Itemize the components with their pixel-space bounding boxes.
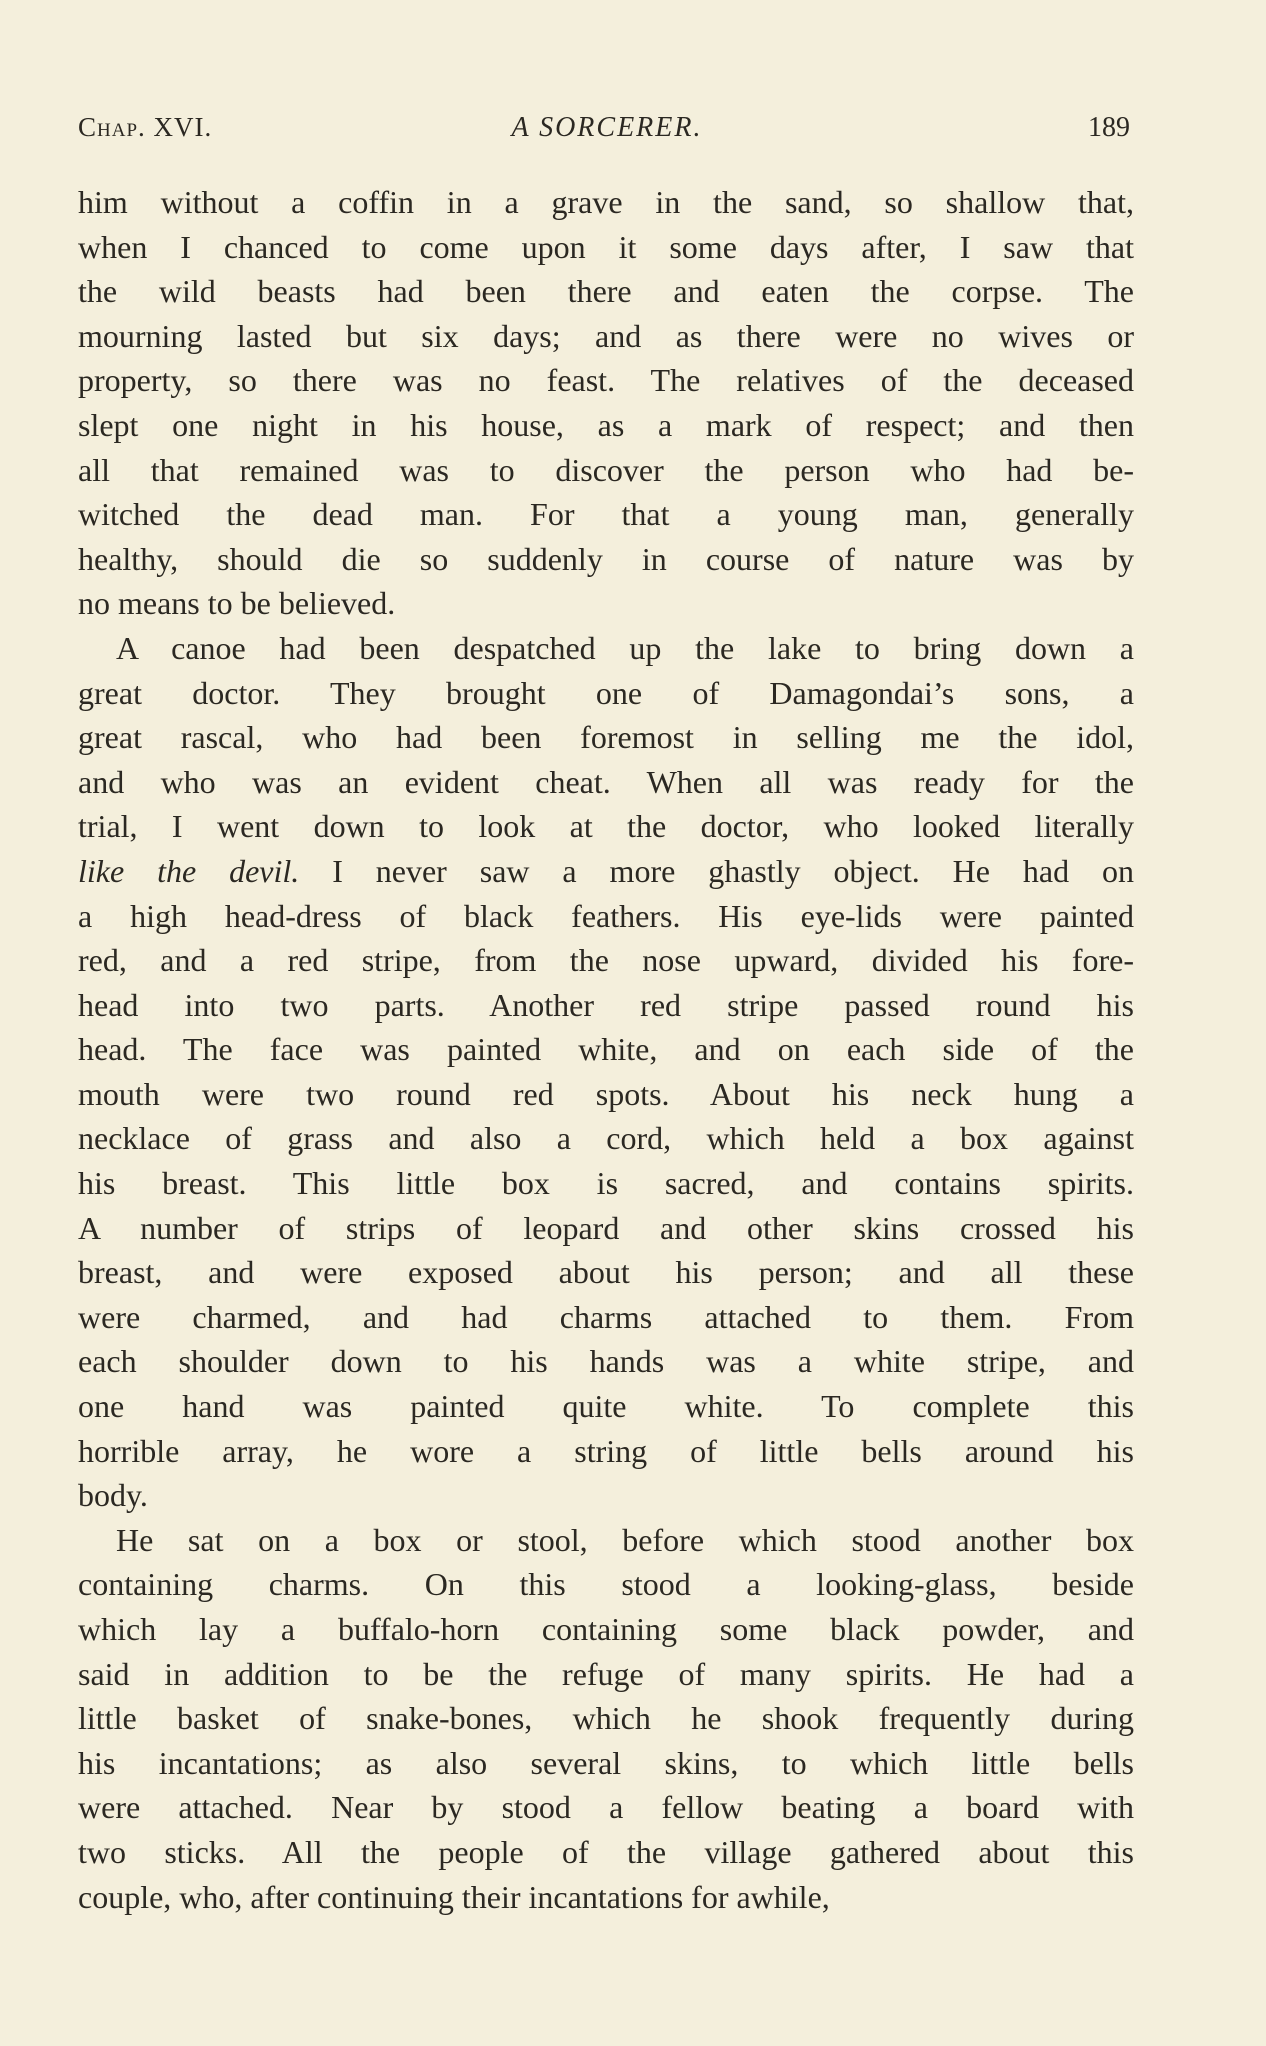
text-line [78, 671, 1134, 716]
line-text: A number of strips of leopard and other skins crossed his [78, 1209, 1134, 1246]
line-text: He sat on a box or stool, before which stood another box [116, 1521, 1134, 1558]
text-line [78, 1429, 1134, 1474]
line-text: horrible array, he wore a string of little bells around his [78, 1432, 1134, 1469]
text-line [78, 894, 1134, 939]
text-line [78, 1116, 1134, 1161]
line-text: and who was an evident cheat. When all was ready for the [78, 763, 1134, 800]
line-text: little basket of snake-bones, which he shook frequently during [78, 1700, 1134, 1737]
line-text: witched the dead man. For that a young man, generally [78, 496, 1134, 533]
line-text: great doctor. They brought one of Damagondai’s sons, a [78, 674, 1134, 711]
line-text: great rascal, who had been foremost in selling me the idol, [78, 719, 1134, 756]
line-text: trial, I went down to look at the doctor, who looked literally [78, 808, 1134, 845]
line-text: property, so there was no feast. The relatives of the deceased [78, 362, 1134, 399]
text-line [78, 1339, 1134, 1384]
line-text: A canoe had been despatched up the lake to bring down a [116, 629, 1134, 666]
text-line [78, 1250, 1134, 1295]
text-line [78, 1384, 1134, 1429]
text-line [78, 1473, 1134, 1518]
text-line [78, 180, 1134, 225]
line-text: mourning lasted but six days; and as there were no wives or [78, 317, 1134, 354]
text-line [78, 314, 1134, 359]
body-text [78, 180, 1134, 1919]
line-text: were attached. Near by stood a fellow beating a board with [78, 1789, 1134, 1826]
line-text: when I chanced to come upon it some days after, I saw that [78, 228, 1134, 265]
text-line [78, 1875, 1134, 1920]
line-text: healthy, should die so suddenly in course of nature was by [78, 540, 1134, 577]
text-line [78, 760, 1134, 805]
line-text: his incantations; as also several skins, to which little bells [78, 1744, 1134, 1781]
text-line [78, 938, 1134, 983]
text-line [78, 1607, 1134, 1652]
text-line [78, 403, 1134, 448]
text-line [78, 715, 1134, 760]
text-line [78, 1027, 1134, 1072]
line-text: all that remained was to discover the person who had be- [78, 451, 1134, 488]
text-line [78, 1830, 1134, 1875]
line-text: red, and a red stripe, from the nose upward, divided his fore- [78, 942, 1134, 979]
line-text: each shoulder down to his hands was a white stripe, and [78, 1343, 1134, 1380]
text-line [78, 1562, 1134, 1607]
line-text: I never saw a more ghastly object. He had on [299, 852, 1134, 889]
line-text: no means to be believed. [78, 585, 396, 622]
text-line [78, 1785, 1134, 1830]
text-line [78, 358, 1134, 403]
line-text: one hand was painted quite white. To complete this [78, 1388, 1134, 1425]
chapter-label: Chap. XVI. [78, 112, 213, 142]
text-line [78, 1696, 1134, 1741]
line-text: which lay a buffalo-horn containing some black powder, and [78, 1611, 1134, 1647]
text-line [78, 1741, 1134, 1786]
text-line [78, 225, 1134, 270]
line-text: his breast. This little box is sacred, and contains spirits. [78, 1165, 1134, 1202]
text-line [78, 537, 1134, 582]
text-line [78, 1518, 1134, 1563]
line-text: two sticks. All the people of the village gathered about this [78, 1833, 1134, 1870]
line-text: mouth were two round red spots. About his neck hung a [78, 1075, 1134, 1112]
line-text: said in addition to be the refuge of many spirits. He had a [78, 1655, 1134, 1692]
line-text: necklace of grass and also a cord, which held a box against [78, 1120, 1134, 1157]
text-line [78, 448, 1134, 493]
text-line [78, 1206, 1134, 1251]
line-text: were charmed, and had charms attached to them. From [78, 1298, 1134, 1335]
line-text: slept one night in his house, as a mark of respect; and then [78, 406, 1134, 443]
text-line [78, 1652, 1134, 1697]
text-line [78, 1295, 1134, 1340]
line-text: a high head-dress of black feathers. His eye-lids were painted [78, 897, 1134, 934]
text-line [78, 492, 1134, 537]
line-text: him without a coffin in a grave in the sand, so shallow that, [78, 184, 1134, 220]
running-header [78, 112, 1136, 156]
page-number: 189 [1088, 112, 1130, 143]
text-line [78, 804, 1134, 849]
line-text: head. The face was painted white, and on each side of the [78, 1031, 1134, 1068]
line-text: containing charms. On this stood a looking-glass, beside [78, 1566, 1134, 1603]
text-line [78, 1161, 1134, 1206]
text-line [78, 1072, 1134, 1117]
text-line [78, 983, 1134, 1028]
running-title: A SORCERER. [511, 112, 703, 143]
line-text: head into two parts. Another red stripe passed round his [78, 986, 1134, 1023]
line-text: body. [78, 1477, 148, 1514]
text-line [78, 849, 1134, 894]
text-line [78, 269, 1134, 314]
text-line [78, 626, 1134, 671]
text-line [78, 581, 1134, 626]
line-text: breast, and were exposed about his person; and all these [78, 1254, 1134, 1291]
line-text: couple, who, after continuing their incantations for awhile, [78, 1878, 830, 1915]
italic-phrase: like the devil. [78, 852, 300, 889]
line-text: the wild beasts had been there and eaten the corpse. The [78, 273, 1134, 310]
